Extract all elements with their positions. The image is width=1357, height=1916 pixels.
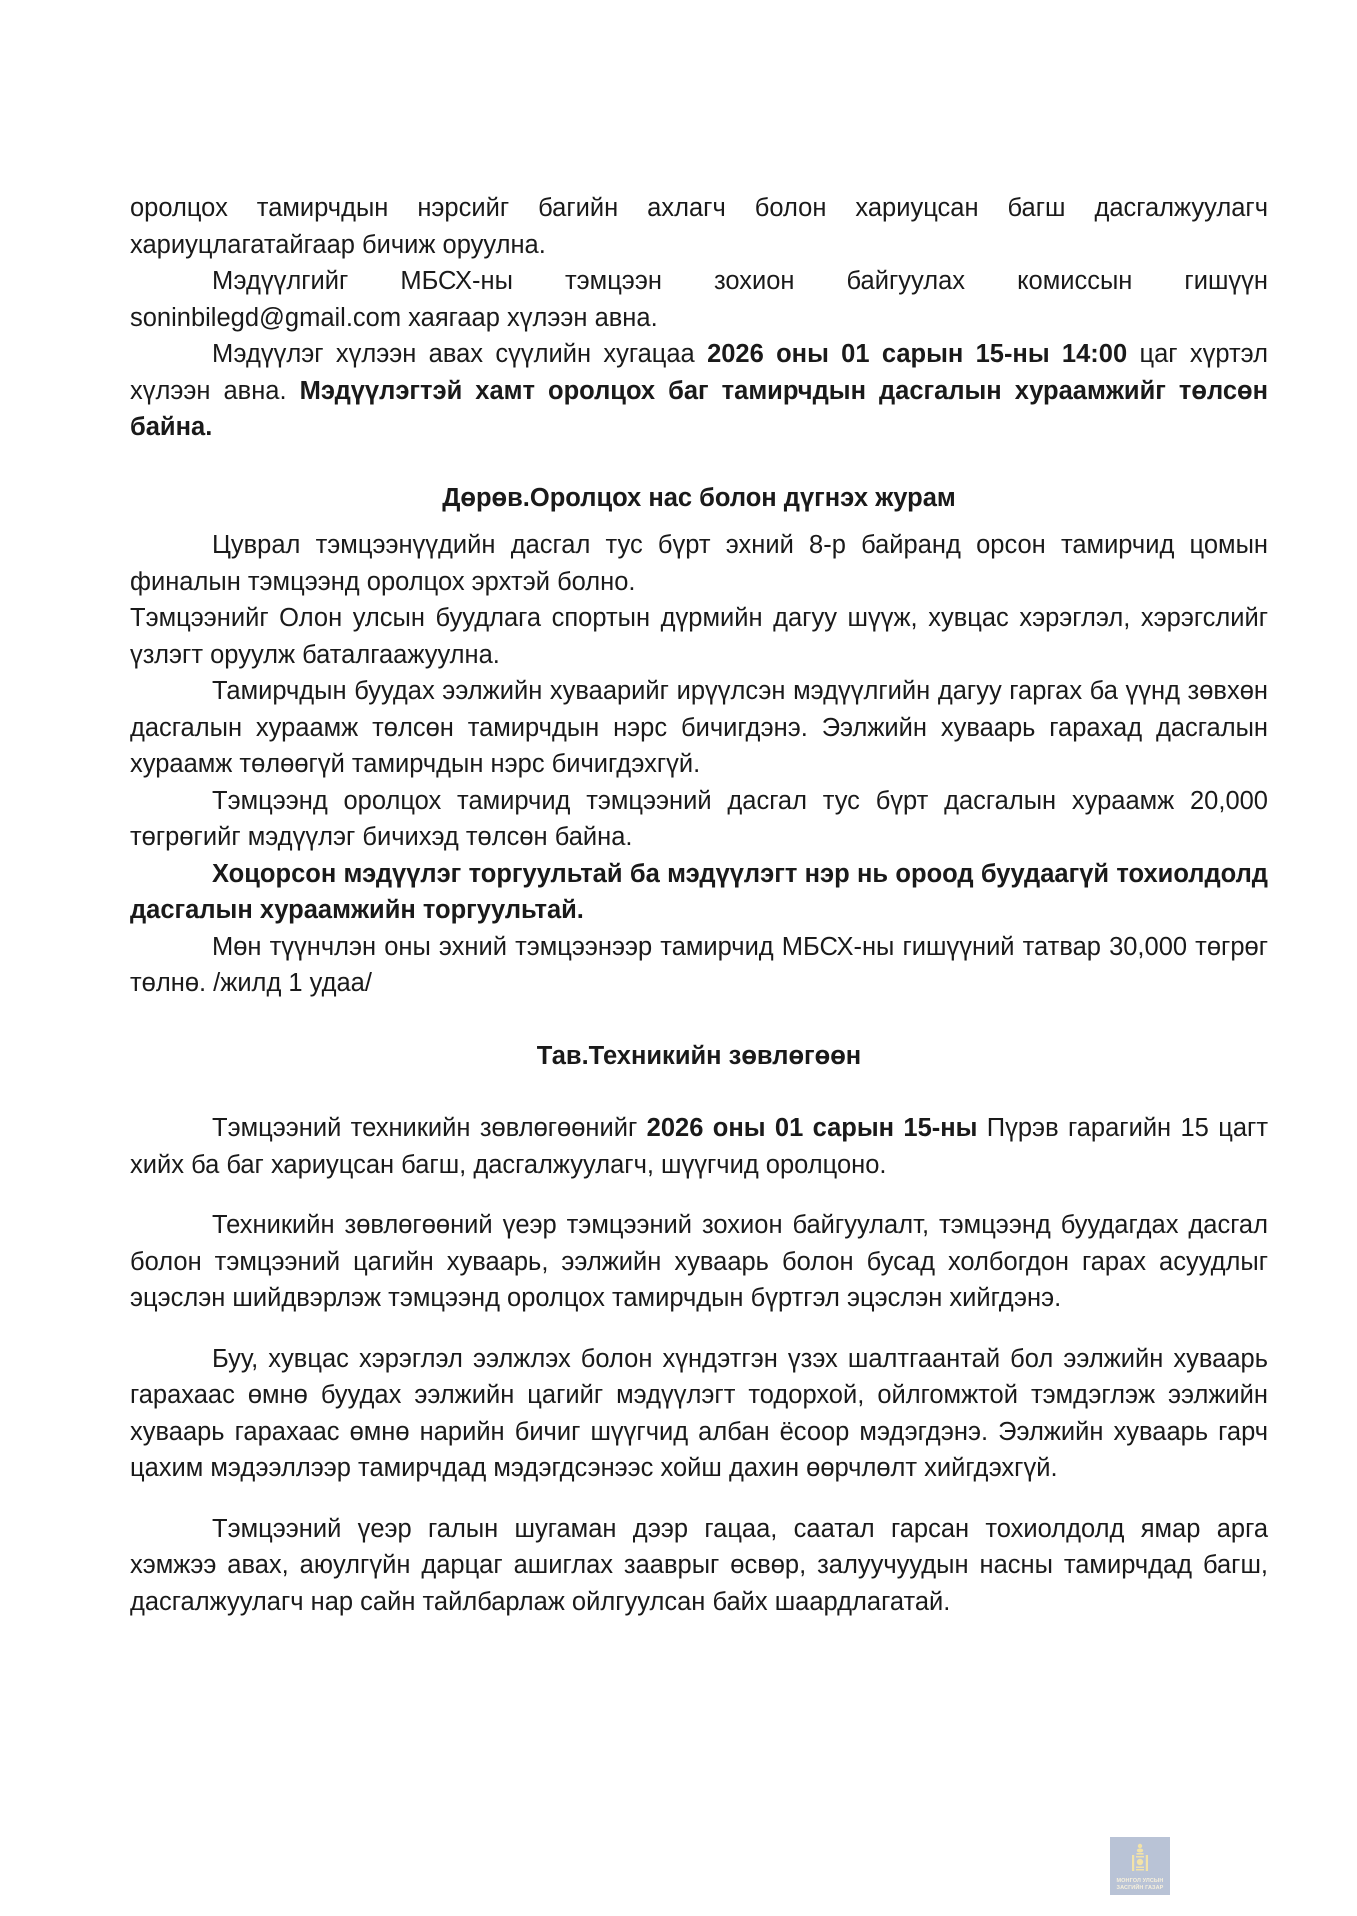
paragraph-safety-instructions: Тэмцээний үеэр галын шугаман дээр гацаа, саатал гарсан тохиолдолд ямар арга хэмжээ авах, аюулгүйн дарцаг ашиглах зааврыг өсвөр, залуучуудын насны тамирчдад багш, дасгалжуулагч нар сайн тайлбарлаж ойлгуулсан байх шаардлагатай.	[130, 1514, 1268, 1616]
soyombo-emblem-icon	[1130, 1843, 1150, 1873]
paragraph-late-penalty: Хоцорсон мэдүүлэг торгуультай ба мэдүүлэгт нэр нь ороод буудаагүй тохиолдолд дасгалын хураамжийн торгуультай.	[130, 859, 1268, 924]
paragraph-relay-changes: Буу, хувцас хэрэглэл ээлжлэх болон хүндэтгэн үзэх шалтгаантай бол ээлжийн хуваарь гарахаас өмнө буудах ээлжийн цагийг мэдүүлэгт тодорхой, ойлгомжтой тэмдэглэж ээлжийн хуваарь гарахаас өмнө нарийн бичиг шүүгчид албан ёсоор мэдэгдэнэ. Ээлжийн хуваарь гарч цахим мэдээллээр тамирчдад мэдэгдсэнээс хойш дахин өөрчлөлт хийгдэхгүй.	[130, 1344, 1268, 1482]
section-heading-4: Дөрөв.Оролцох нас болон дүгнэх журам	[442, 483, 956, 512]
paragraph-registration-names: оролцох тамирчдын нэрсийг багийн ахлагч болон хариуцсан багш дасгалжуулагч хариуцлагатайгаар бичиж оруулна.	[130, 194, 1268, 259]
government-logo	[1110, 1837, 1170, 1895]
paragraph-finals-eligibility: Цуврал тэмцээнүүдийн дасгал тус бүрт эхний 8-р байранд орсон тамирчид цомын финалын тэмцээнд оролцох эрхтэй болно.	[130, 531, 1268, 596]
paragraph-meeting-agenda: Техникийн зөвлөгөөний үеэр тэмцээний зохион байгуулалт, тэмцээнд буудагдах дасгал болон тэмцээний цагийн хуваарь, ээлжийн хуваарь болон бусад холбогдон гарах асуудлыг эцэслэн шийдвэрлэж тэмцээнд оролцох тамирчдын бүртгэл эцэслэн хийгдэнэ.	[130, 1211, 1268, 1312]
paragraph-judging-rules: Тэмцээнийг Олон улсын буудлага спортын дүрмийн дагуу шүүж, хувцас хэрэглэл, хэрэгслийг үзлэгт оруулж баталгаажуулна.	[130, 604, 1268, 669]
section-heading-5: Тав.Техникийн зөвлөгөөн	[536, 1041, 862, 1070]
paragraph-membership-fee: Мөн түүнчлэн оны эхний тэмцээнээр тамирчид МБСХ-ны гишүүний татвар 30,000 төгрөг төлнө. /жилд 1 удаа/	[130, 932, 1268, 997]
logo-caption	[1116, 1878, 1163, 1891]
paragraph-shooting-schedule: Тамирчдын буудах ээлжийн хуваарийг ирүүлсэн мэдүүлгийн дагуу гаргах ба үүнд зөвхөн дасгалын хураамж төлсөн тамирчдын нэрс бичигдэнэ. Ээлжийн хуваарь гарахад дасгалын хураамж төлөөгүй тамирчдын нэрс бичигдэхгүй.	[130, 677, 1268, 778]
deadline-text-start: Мэдүүлэг хүлээн авах сүүлийн хугацаа	[212, 340, 708, 368]
meeting-text-end: Пүрэв гарагийн 15 цагт хийх ба баг хариуцсан багш, дасгалжуулагч, шүүгчид оролцоно.	[130, 1114, 1268, 1179]
meeting-date: 2026 оны 01 сарын 15-ны	[646, 1114, 978, 1142]
paragraph-technical-meeting	[130, 1110, 1268, 1183]
paragraph-entry-fee: Тэмцээнд оролцох тамирчид тэмцээний дасгал тус бүрт дасгалын хураамж 20,000 төгрөгийг мэдүүлэг бичихэд төлсөн байна.	[130, 786, 1268, 851]
deadline-fee-note: Мэдүүлэгтэй хамт оролцох баг тамирчдын дасгалын хураамжийг төлсөн байна.	[130, 376, 1268, 441]
meeting-text-start: Тэмцээний техникийн зөвлөгөөнийг	[212, 1114, 647, 1142]
logo-caption-line1: МОНГОЛ УЛСЫН	[1116, 1878, 1164, 1884]
document-page	[130, 190, 1268, 1620]
paragraph-registration-email: Мэдүүлгийг МБСХ-ны тэмцээн зохион байгуулах комиссын гишүүн soninbilegd@gmail.com хаягаар хүлээн авна.	[130, 267, 1268, 332]
logo-caption-line2: ЗАСГИЙН ГАЗАР	[1116, 1884, 1164, 1891]
paragraph-registration-deadline	[130, 336, 1268, 446]
deadline-text-mid: цаг хүртэл хүлээн авна.	[130, 340, 1268, 405]
deadline-datetime: 2026 оны 01 сарын 15-ны 14:00	[707, 340, 1128, 368]
